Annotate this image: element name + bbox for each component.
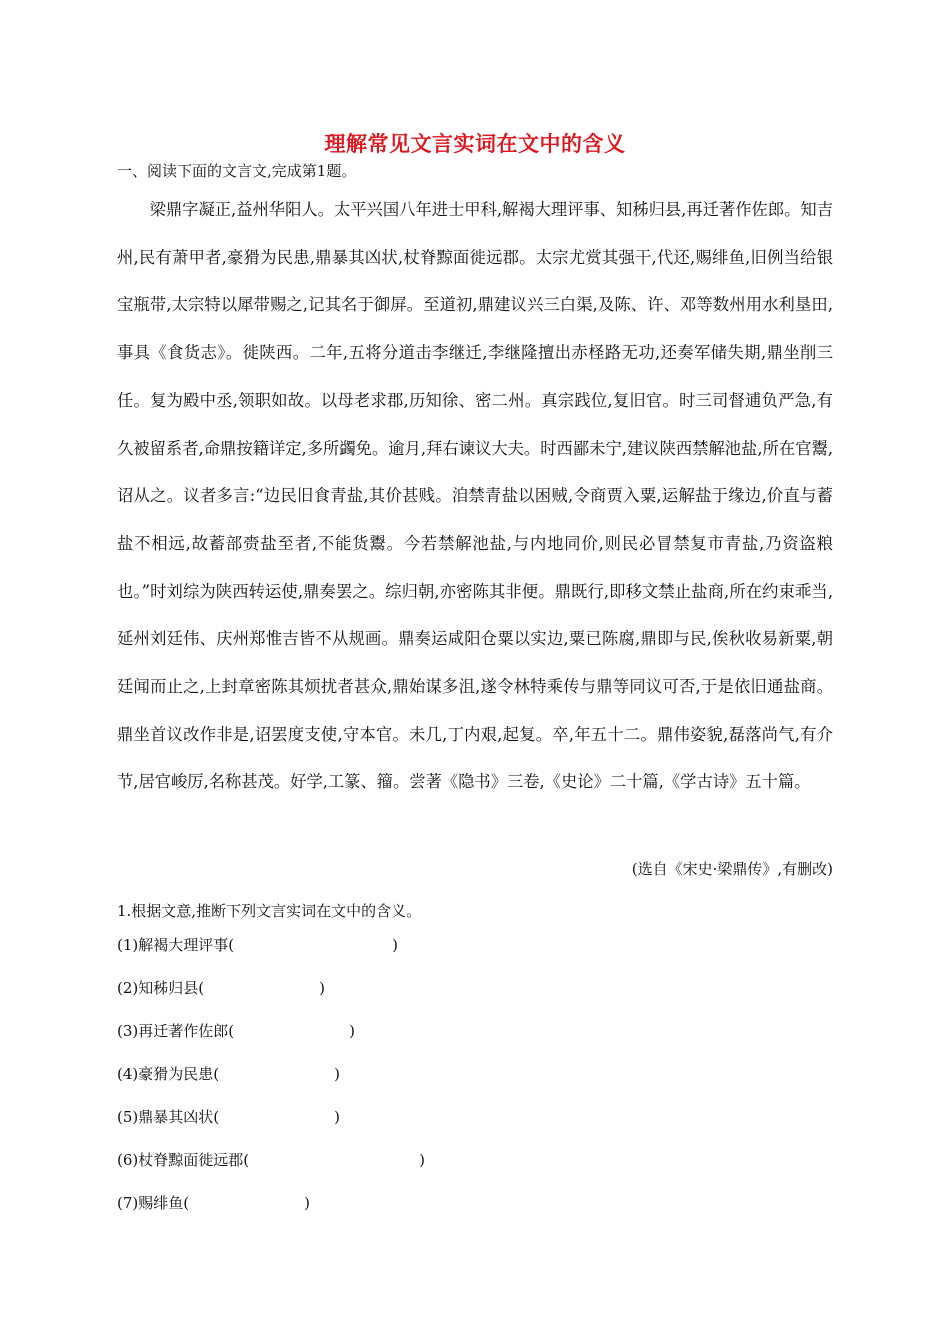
question-item [117, 1106, 340, 1127]
item-label: (1)解褐大理评事( [117, 936, 235, 954]
item-close: ) [334, 1108, 340, 1126]
classical-passage [117, 186, 833, 806]
question-item [117, 934, 398, 955]
item-label: (6)杖脊黥面徙远郡( [117, 1151, 250, 1169]
question-item [117, 977, 325, 998]
item-label: (2)知秭归县( [117, 979, 205, 997]
question-item [117, 1192, 310, 1213]
item-close: ) [419, 1151, 425, 1169]
question-prompt: 1.根据文意,推断下列文言实词在文中的含义。 [117, 902, 422, 920]
item-close: ) [334, 1065, 340, 1083]
item-close: ) [349, 1022, 355, 1040]
question-item [117, 1063, 340, 1084]
item-label: (5)鼎暴其凶状( [117, 1108, 220, 1126]
question-item [117, 1149, 425, 1170]
item-close: ) [304, 1194, 310, 1212]
passage-text: 梁鼎字凝正,益州华阳人。太平兴国八年进士甲科,解褐大理评事、知秭归县,再迁著作佐郎。知吉州,民有萧甲者,豪猾为民患,鼎暴其凶状,杖脊黥面徙远郡。太宗尤赏其强干,代还,赐绯鱼,旧例当给银宝瓶带,太宗特以犀带赐之,记其名于御屏。至道初,鼎建议兴三白渠,及陈、许、邓等数州用水利垦田,事具《食货志》。徙陕西。二年,五将分道击李继迁,李继隆擅出赤柽路无功,还奏军储失期,鼎坐削三任。复为殿中丞,领职如故。以母老求郡,历知徐、密二州。真宗践位,复旧官。时三司督逋负严急,有久被留系者,命鼎按籍详定,多所蠲免。逾月,拜右谏议大夫。时西鄙未宁,建议陕西禁解池盐,所在官鬻,诏从之。议者多言:“边民旧食青盐,其价甚贱。洎禁青盐以困贼,令商贾入粟,运解盐于缘边,价直与蓄盐不相远,故蓄部赍盐至者,不能货鬻。今若禁解池盐,与内地同价,则民必冒禁复市青盐,乃资盗粮也。”时刘综为陕西转运使,鼎奏罢之。综归朝,亦密陈其非便。鼎既行,即移文禁止盐商,所在约束乖当,延州刘廷伟、庆州郑惟吉皆不从规画。鼎奏运咸阳仓粟以实边,粟已陈腐,鼎即与民,俟秋收易新粟,朝廷闻而止之,上封章密陈其烦扰者甚众,鼎始谋多沮,遂令林特乘传与鼎等同议可否,于是依旧通盐商。鼎坐首议改作非是,诏罢度支使,守本官。未几,丁内艰,起复。卒,年五十二。鼎伟姿貌,磊落尚气,有介节,居官峻厉,名称甚茂。好学,工篆、籀。尝著《隐书》三卷,《史论》二十篇,《学古诗》五十篇。 [117, 200, 833, 792]
source-citation: (选自《宋史·梁鼎传》,有删改) [631, 860, 833, 878]
item-label: (4)豪猾为民患( [117, 1065, 220, 1083]
item-label: (3)再迁著作佐郎( [117, 1022, 235, 1040]
item-close: ) [392, 936, 398, 954]
page-title: 理解常见文言实词在文中的含义 [324, 131, 626, 156]
item-label: (7)赐绯鱼( [117, 1194, 190, 1212]
item-close: ) [319, 979, 325, 997]
section-heading: 一、阅读下面的文言文,完成第1题。 [117, 162, 357, 180]
question-item [117, 1020, 355, 1041]
